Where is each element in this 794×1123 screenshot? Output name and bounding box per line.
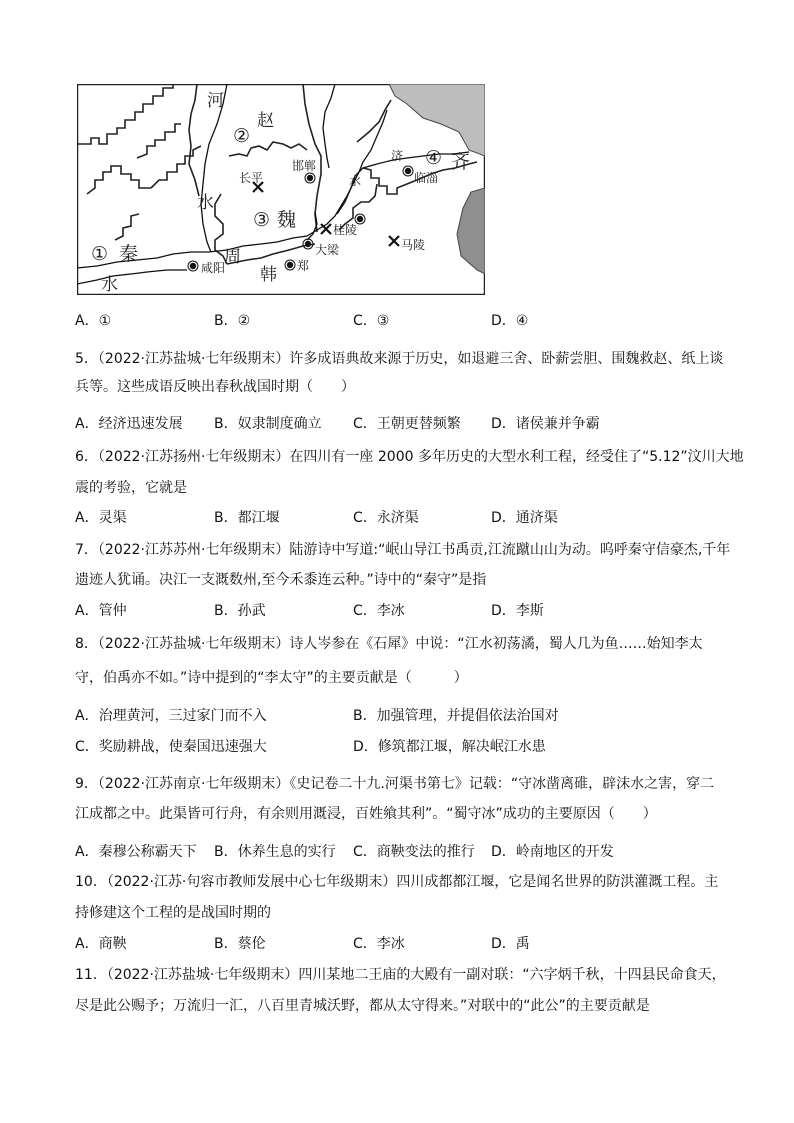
q7-stem-line2: 遗迹人犹诵。决江一支溉数州,至今禾黍连云种。”诗中的“秦守”是指	[75, 572, 487, 588]
q9-option-d[interactable]: D．岭南地区的开发	[491, 844, 614, 860]
q8-stem-line2: 守，伯禹亦不如。”诗中提到的“李太守”的主要贡献是（ ）	[75, 670, 468, 686]
q8-option-b[interactable]: B．加强管理，并提倡依法治国对	[353, 708, 559, 724]
map-label-3: ③	[253, 209, 271, 231]
q10-option-c[interactable]: C．李冰	[353, 936, 405, 952]
map-label-shui-left: 水	[197, 193, 214, 213]
map-label-zhao: 赵	[257, 111, 274, 131]
q9-options	[75, 843, 725, 861]
q10-option-a[interactable]: A．商鞅	[75, 936, 127, 952]
q10-option-b[interactable]: B．蔡伦	[214, 936, 266, 952]
q10-stem-line2: 持修建这个工程的是战国时期的	[75, 905, 271, 921]
q5-option-d[interactable]: D．诸侯兼并争霸	[491, 416, 600, 432]
map-label-he: 河	[207, 91, 224, 111]
map-label-shui-bottom: 水	[101, 275, 118, 295]
q4-option-c[interactable]: C．③	[353, 313, 390, 329]
q11-stem-line1: 11．（2022·江苏盐城·七年级期末）四川某地二王庙的大殿有一副对联：“六字炳千秋，十四县民命食天，	[75, 967, 726, 983]
q8-option-d[interactable]: D．修筑都江堰，解决岷江水患	[353, 739, 546, 755]
q4-option-d[interactable]: D．④	[491, 313, 529, 329]
map-label-2: ②	[233, 125, 251, 147]
q7-option-c[interactable]: C．李冰	[353, 603, 405, 619]
q8-option-a[interactable]: A．治理黄河，三过家门而不入	[75, 708, 267, 724]
q9-option-c[interactable]: C．商鞅变法的推行	[353, 844, 475, 860]
map-label-qi: 齐	[451, 151, 471, 173]
q11-stem-line2: 尽是此公赐予；万流归一汇，八百里青城沃野，都从太守得来。”对联中的“此公”的主要贡献是	[75, 998, 650, 1014]
map-label-linzi: 临淄	[414, 171, 439, 185]
map-label-guiling: 桂陵	[333, 223, 358, 237]
map-label-zhou: 周	[224, 247, 241, 267]
q4-option-a[interactable]: A．①	[75, 313, 112, 329]
q8-options-row1	[75, 707, 725, 725]
map-label-4: ④	[425, 147, 443, 169]
q7-options	[75, 602, 725, 620]
q9-stem-line1: 9．（2022·江苏南京·七年级期末）《史记卷二十九.河渠书第七》记载：“守冰凿离碓，辟沫水之害，穿二	[75, 776, 715, 792]
q5-option-b[interactable]: B．奴隶制度确立	[214, 416, 322, 432]
map-label-maling: 马陵	[401, 238, 426, 252]
map-label-han: 韩	[260, 265, 277, 285]
q5-stem-line2: 兵等。这些成语反映出春秋战国时期（ ）	[75, 379, 355, 395]
q6-stem-line1: 6．（2022·江苏扬州·七年级期末）在四川有一座 2000 多年历史的大型水利工程，经受住了“5.12”汶川大地	[75, 449, 744, 465]
q8-options-row2	[75, 738, 725, 756]
map-label-wei: 魏	[277, 209, 297, 231]
q9-option-b[interactable]: B．休养生息的实行	[214, 844, 336, 860]
q10-stem-line1: 10．（2022·江苏·句容市教师发展中心七年级期末）四川成都都江堰，它是闻名世界的防洪灌溉工程。主	[75, 874, 719, 890]
q4-options	[75, 312, 725, 330]
q5-stem-line1: 5．（2022·江苏盐城·七年级期末）许多成语典故来源于历史，如退避三舍、卧薪尝胆、围魏救赵、纸上谈	[75, 351, 724, 367]
warring-states-map	[77, 84, 485, 295]
q7-option-d[interactable]: D．李斯	[491, 603, 544, 619]
q7-option-a[interactable]: A．管仲	[75, 603, 127, 619]
q6-option-b[interactable]: B．都江堰	[214, 510, 280, 526]
q10-option-d[interactable]: D．禹	[491, 936, 530, 952]
q10-options	[75, 935, 725, 953]
map-label-1: ①	[91, 243, 109, 265]
q7-stem-line1: 7．（2022·江苏苏州·七年级期末）陆游诗中写道:“岷山导江书禹贡,江流蹴山山为动。呜呼秦守信豪杰,千年	[75, 542, 731, 558]
q4-option-b[interactable]: B．②	[214, 313, 251, 329]
q6-option-d[interactable]: D．通济渠	[491, 510, 558, 526]
map-label-ji: 济	[391, 149, 404, 163]
q9-option-a[interactable]: A．秦穆公称霸天下	[75, 844, 197, 860]
map-label-changping: 长平	[239, 171, 264, 185]
q6-stem-line2: 震的考验，它就是	[75, 480, 187, 496]
q5-option-c[interactable]: C．王朝更替频繁	[353, 416, 461, 432]
q5-option-a[interactable]: A．经济迅速发展	[75, 416, 183, 432]
map-label-xianyang: 咸阳	[201, 261, 226, 275]
q6-options	[75, 509, 725, 527]
q6-option-a[interactable]: A．灵渠	[75, 510, 127, 526]
q8-stem-line1: 8．（2022·江苏盐城·七年级期末）诗人岑参在《石犀》中说：“江水初荡潏，蜀人几为鱼……始知李太	[75, 636, 703, 652]
q9-stem-line2: 江成都之中。此渠皆可行舟，有余则用溉浸，百姓飨其利”。“蜀守冰”成功的主要原因（ ）	[75, 806, 657, 822]
q7-option-b[interactable]: B．孙武	[214, 603, 266, 619]
q5-options	[75, 415, 725, 433]
q8-option-c[interactable]: C．奖励耕战，使秦国迅速强大	[75, 739, 267, 755]
map-label-qin: 秦	[119, 243, 139, 265]
map-label-zheng: 郑	[297, 259, 310, 273]
map-label-handan: 邯郸	[292, 159, 317, 173]
map-label-shui-ji: 水	[349, 174, 362, 188]
map-label-daliang: 大梁	[315, 243, 340, 257]
q6-option-c[interactable]: C．永济渠	[353, 510, 419, 526]
